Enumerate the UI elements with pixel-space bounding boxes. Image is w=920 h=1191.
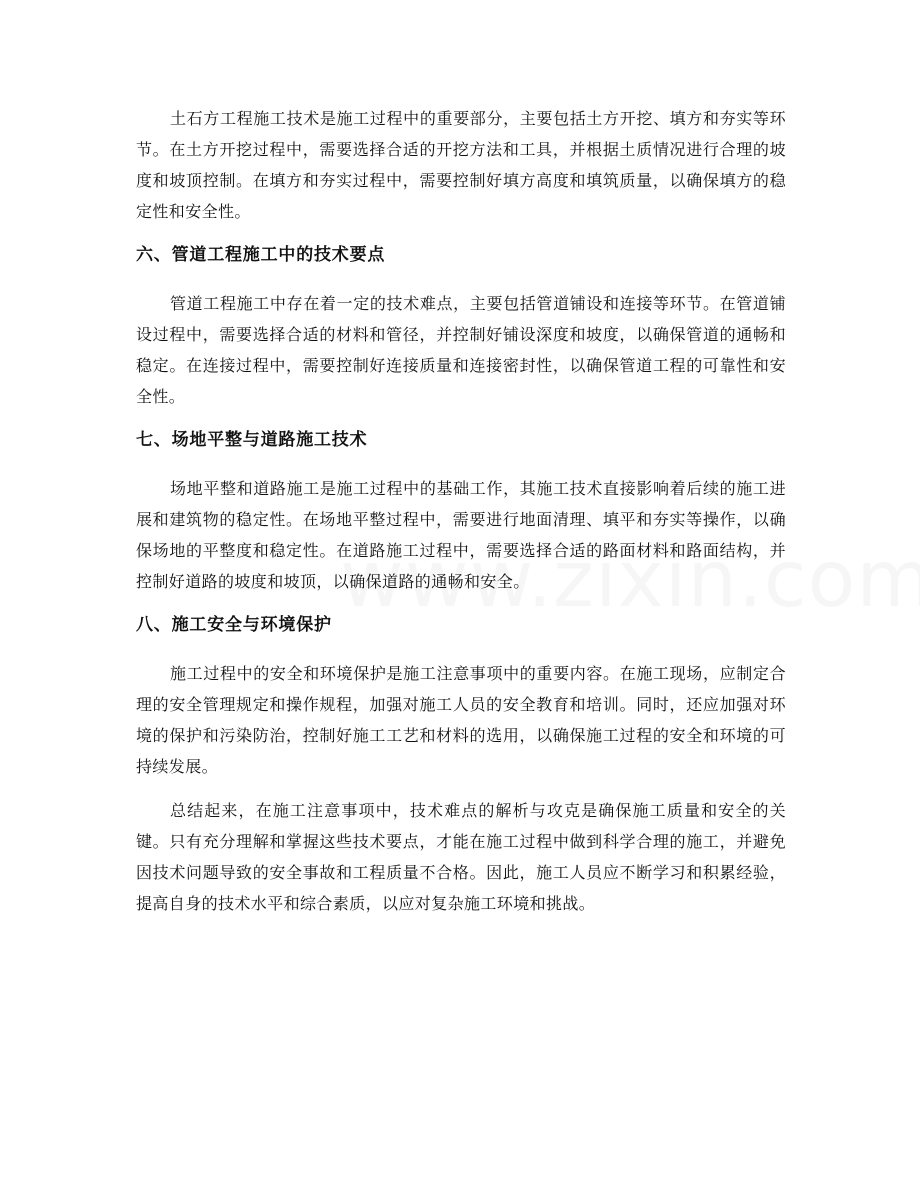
heading-section-7: 七、场地平整与道路施工技术 <box>136 430 368 450</box>
paragraph-pipeline: 管道工程施工中存在着一定的技术难点，主要包括管道铺设和连接等环节。在管道铺设过程中，需要选择合适的材料和管径，并控制好铺设深度和坡度，以确保管道的通畅和稳定。在连接过程中，需要控制好连接质量和连接密封性，以确保管道工程的可靠性和安全性。 <box>136 294 786 406</box>
heading-section-8: 八、施工安全与环境保护 <box>136 615 332 635</box>
paragraph-earthwork: 土石方工程施工技术是施工过程中的重要部分，主要包括土方开挖、填方和夯实等环节。在土方开挖过程中，需要选择合适的开挖方法和工具，并根据土质情况进行合理的坡度和坡顶控制。在填方和夯实过程中，需要控制好填方高度和填筑质量，以确保填方的稳定性和安全性。 <box>136 109 786 221</box>
paragraph-safety-environment: 施工过程中的安全和环境保护是施工注意事项中的重要内容。在施工现场，应制定合理的安全管理规定和操作规程，加强对施工人员的安全教育和培训。同时，还应加强对环境的保护和污染防治，控制好施工工艺和材料的选用，以确保施工过程的安全和环境的可持续发展。 <box>136 664 786 776</box>
heading-section-6: 六、管道工程施工中的技术要点 <box>136 245 386 265</box>
paragraph-summary: 总结起来，在施工注意事项中，技术难点的解析与攻克是确保施工质量和安全的关键。只有充分理解和掌握这些技术要点，才能在施工过程中做到科学合理的施工，并避免因技术问题导致的安全事故和工程质量不合格。因此，施工人员应不断学习和积累经验，提高自身的技术水平和综合素质，以应对复杂施工环境和挑战。 <box>136 801 786 913</box>
paragraph-site-road: 场地平整和道路施工是施工过程中的基础工作，其施工技术直接影响着后续的施工进展和建筑物的稳定性。在场地平整过程中，需要进行地面清理、填平和夯实等操作，以确保场地的平整度和稳定性。在道路施工过程中，需要选择合适的路面材料和路面结构，并控制好道路的坡度和坡顶，以确保道路的通畅和安全。 <box>136 479 786 591</box>
document-body <box>136 103 786 919</box>
